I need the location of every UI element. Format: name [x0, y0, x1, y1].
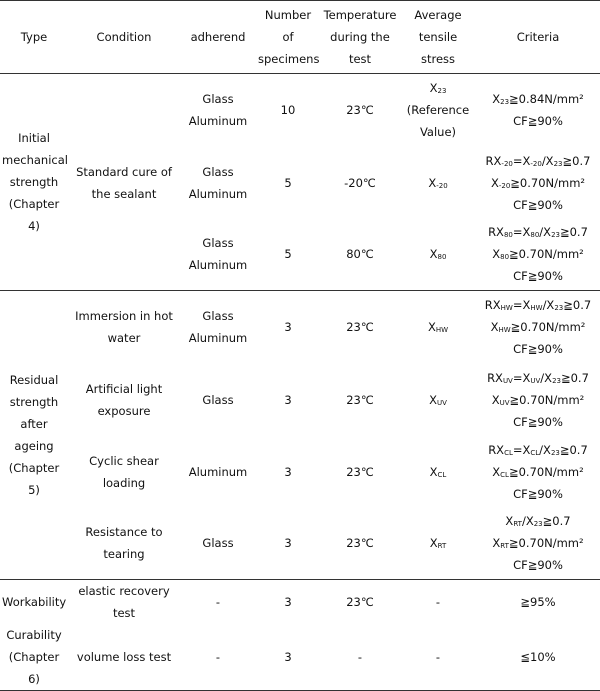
stress-cell: $X_{80}$	[400, 219, 476, 291]
temp-cell: 23℃	[320, 508, 400, 580]
temp-cell: 23℃	[346, 464, 374, 479]
specimens-cell: 3	[284, 392, 292, 407]
adherend-cell: Glass Aluminum	[188, 309, 248, 346]
stress-cell: $X_{-20}$	[428, 175, 448, 190]
header-row	[0, 1, 600, 74]
table-row	[0, 624, 600, 691]
stress-cell: $X_{UV}$	[429, 392, 447, 407]
condition-cell: Standard cure of the sealant	[76, 164, 172, 201]
adherend-cell: Glass	[180, 508, 256, 580]
table-row	[0, 364, 600, 436]
specimens-cell: 5	[284, 175, 292, 190]
header-temperature: Temperature during the test	[320, 1, 400, 74]
table-row	[0, 291, 600, 364]
table-row	[0, 508, 600, 580]
stress-cell: -	[400, 624, 476, 691]
table-row	[0, 219, 600, 291]
stress-cell: $X_{CL}$	[429, 464, 447, 479]
temp-cell: 23℃	[346, 103, 374, 118]
table-row	[0, 580, 600, 625]
criteria-cell: $X_{23}≧0.84N$/mm² CF≧90%	[492, 92, 584, 129]
specimens-cell: 3	[256, 508, 320, 580]
adherend-cell: Glass Aluminum	[180, 219, 256, 291]
stress-cell: $X_{23}$ (Reference Value)	[406, 81, 470, 140]
temp-cell: -	[320, 624, 400, 691]
stress-cell: $X_{HW}$	[427, 320, 449, 335]
header-adherend: adherend	[180, 1, 256, 74]
criteria-cell: $RX_{80}=X_{80}/X_{23}≧0.7$ $X_{80}≧0.70N$/mm² CF≧90%	[476, 219, 600, 291]
criteria-cell: $RX_{-20}=X_{-20}/X_{23}≧0.7$ $X_{-20}≧0.70N$/mm² CF≧90%	[485, 153, 591, 212]
specimens-cell: 5	[256, 219, 320, 291]
specimens-cell: 3	[284, 320, 292, 335]
condition-cell: elastic recovery test	[78, 584, 170, 620]
header-condition: Condition	[68, 1, 180, 74]
criteria-cell: $RX_{HW}=X_{HW}/X_{23}≧0.7$ $X_{HW}≧0.70N$/mm² CF≧90%	[484, 298, 592, 357]
header-criteria: Criteria	[476, 1, 600, 74]
adherend-cell: Aluminum	[188, 464, 248, 479]
adherend-cell: Glass Aluminum	[188, 92, 248, 129]
temp-cell: 23℃	[346, 392, 374, 407]
table-row	[0, 147, 600, 219]
condition-cell: Immersion in hot water	[75, 309, 173, 346]
condition-cell: Resistance to tearing	[68, 508, 180, 580]
adherend-cell: -	[180, 624, 256, 691]
type-workability: Workability	[2, 595, 67, 609]
condition-cell: volume loss test	[68, 624, 180, 691]
criteria-cell: $RX_{UV}=X_{UV}/X_{23}≧0.7$ $X_{UV}≧0.70N$/mm² CF≧90%	[487, 370, 589, 429]
type-initial: Initial mechanical strength (Chapter 4)	[0, 74, 68, 291]
temp-cell: 23℃	[346, 320, 374, 335]
criteria-cell: ≧95%	[520, 595, 556, 609]
header-specimens: Number of specimens	[256, 1, 320, 74]
header-stress: Average tensile stress	[400, 1, 476, 74]
type-curability: Curability (Chapter 6)	[0, 624, 68, 691]
stress-cell: -	[435, 595, 441, 609]
criteria-cell: $X_{RT}/X_{23}≧0.7$ $X_{RT}≧0.70N$/mm² CF≧90%	[476, 508, 600, 580]
table-row	[0, 74, 600, 147]
specimens-cell: 10	[280, 103, 296, 118]
specimens-cell: 3	[284, 595, 292, 609]
stress-cell: $X_{RT}$	[400, 508, 476, 580]
criteria-cell: $RX_{CL}=X_{CL}/X_{23}≧0.7$ $X_{CL}≧0.70N$/mm² CF≧90%	[488, 442, 588, 501]
temp-cell: 23℃	[346, 595, 374, 609]
specimens-cell: 3	[284, 464, 292, 479]
empty-cell	[68, 219, 180, 291]
condition-cell: Cyclic shear loading	[89, 453, 159, 490]
temp-cell: -20℃	[344, 175, 376, 190]
type-residual: Residual strength after ageing (Chapter 5)	[0, 291, 68, 580]
empty-cell	[68, 74, 180, 147]
header-type: Type	[0, 1, 68, 74]
criteria-cell: ≦10%	[476, 624, 600, 691]
specimens-cell: 3	[256, 624, 320, 691]
temp-cell: 80℃	[320, 219, 400, 291]
table-row	[0, 436, 600, 508]
adherend-cell: -	[215, 595, 221, 609]
condition-cell: Artificial light exposure	[85, 381, 163, 418]
adherend-cell: Glass	[202, 392, 234, 407]
adherend-cell: Glass Aluminum	[188, 164, 248, 201]
